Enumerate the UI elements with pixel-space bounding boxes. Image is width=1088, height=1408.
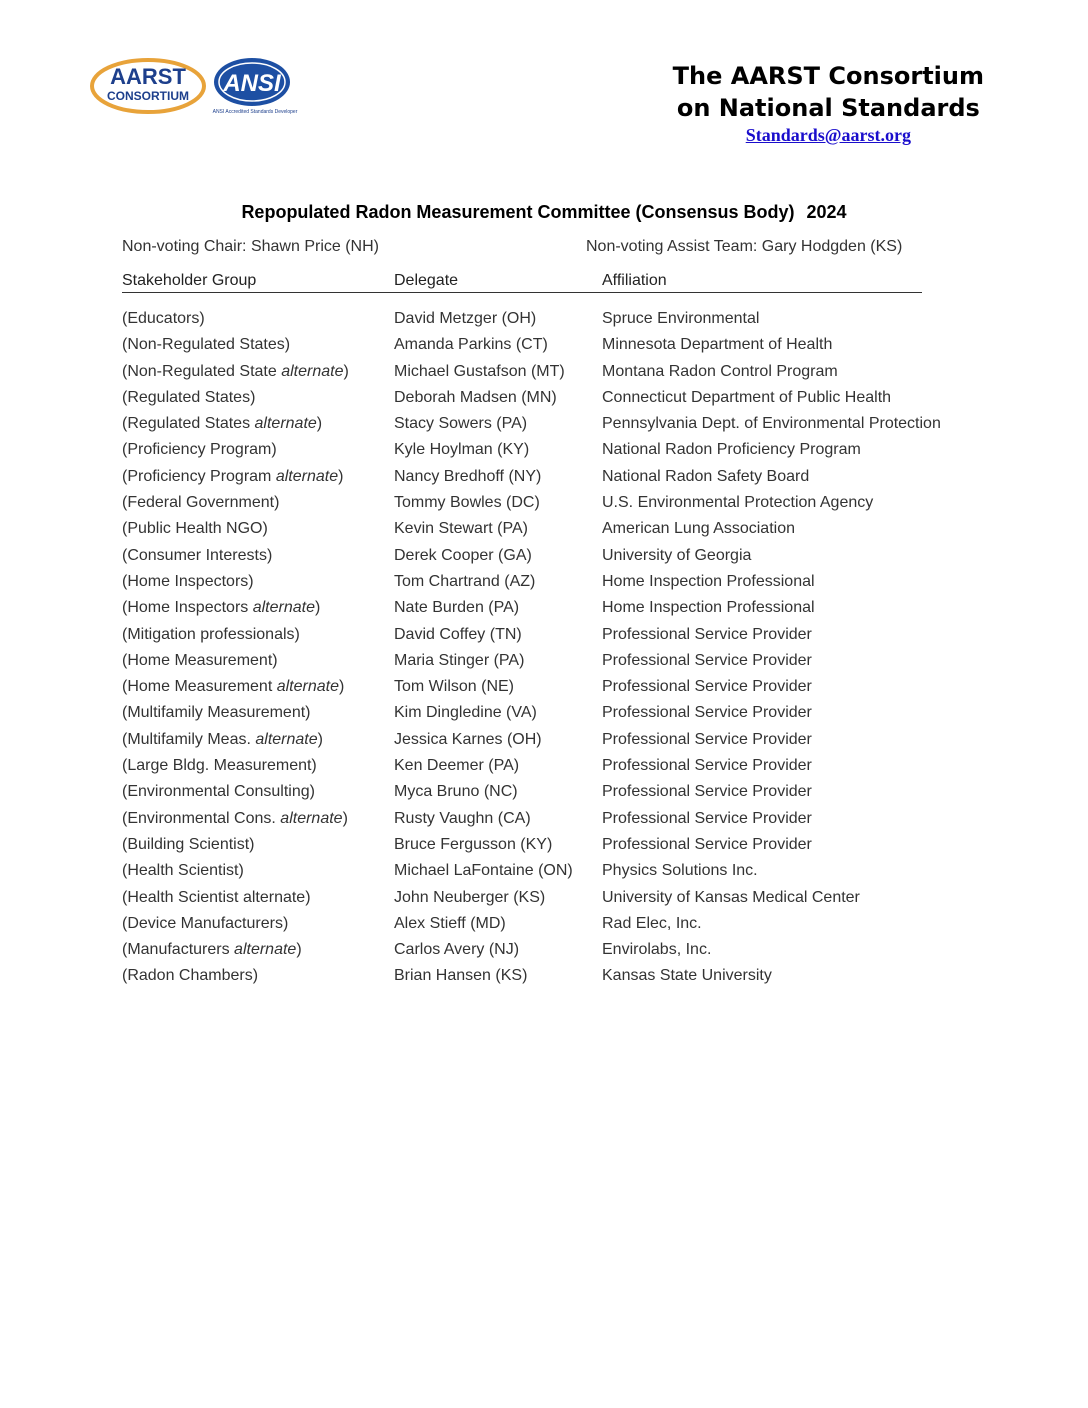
- delegate-cell: Nancy Bredhoff (NY): [394, 467, 542, 485]
- stakeholder-group-text: (Environmental Consulting): [122, 783, 315, 801]
- delegate-cell: Carlos Avery (NJ): [394, 941, 520, 959]
- delegate-cell: Stacy Sowers (PA): [394, 415, 528, 433]
- stakeholder-group-cell: [122, 385, 255, 411]
- table-row: [122, 753, 992, 779]
- alternate-label: alternate: [280, 809, 343, 827]
- delegate-cell: David Metzger (OH): [394, 310, 537, 327]
- stakeholder-group-cell: [122, 543, 272, 569]
- table-header: [122, 272, 922, 293]
- affiliation-cell: American Lung Association: [602, 520, 795, 538]
- stakeholder-group-text: (Non-Regulated State: [122, 362, 282, 380]
- stakeholder-group-cell: [122, 806, 348, 832]
- stakeholder-group-text: (Device Manufacturers): [122, 914, 289, 932]
- committee-table: [122, 272, 992, 990]
- affiliation-cell: Professional Service Provider: [602, 625, 812, 643]
- stakeholder-group-close: ): [316, 415, 323, 433]
- stakeholder-group-cell: [122, 306, 205, 332]
- stakeholder-group-text: (Regulated States): [122, 388, 256, 406]
- alternate-label: alternate: [254, 415, 317, 433]
- logo-ansi-caption: ANSI Accredited Standards Developer: [212, 109, 298, 115]
- stakeholder-group-close: ): [296, 941, 302, 959]
- stakeholder-group-text: (Proficiency Program: [122, 467, 276, 485]
- affiliation-cell: Home Inspection Professional: [602, 572, 815, 590]
- table-row: [122, 858, 992, 884]
- affiliation-cell: Kansas State University: [602, 967, 772, 985]
- delegate-cell: Bruce Fergusson (KY): [394, 835, 553, 853]
- alternate-label: alternate: [276, 678, 339, 696]
- delegate-cell: Michael LaFontaine (ON): [394, 862, 573, 880]
- stakeholder-group-text: (Environmental Cons.: [122, 809, 281, 827]
- stakeholder-group-close: ): [314, 599, 321, 617]
- affiliation-cell: Professional Service Provider: [602, 704, 812, 722]
- stakeholder-group-cell: [122, 648, 278, 674]
- table-row: [122, 779, 992, 805]
- committee-year: 2024: [806, 202, 847, 222]
- stakeholder-group-text: (Large Bldg. Measurement): [122, 757, 317, 775]
- affiliation-cell: Envirolabs, Inc.: [602, 941, 712, 959]
- stakeholder-group-text: (Manufacturers: [122, 941, 235, 959]
- table-row: [122, 490, 992, 516]
- header-stakeholder-group: Stakeholder Group: [122, 272, 257, 289]
- header-affiliation: Affiliation: [602, 272, 667, 289]
- table-row: [122, 727, 992, 753]
- table-row: [122, 464, 992, 490]
- affiliation-cell: Connecticut Department of Public Health: [602, 388, 892, 406]
- header-title-line1: The AARST Consortium: [672, 62, 984, 90]
- stakeholder-group-text: (Federal Government): [122, 494, 280, 512]
- delegate-cell: Tommy Bowles (DC): [394, 494, 540, 512]
- stakeholder-group-text: (Home Measurement): [122, 651, 278, 669]
- stakeholder-group-text: (Multifamily Meas.: [122, 730, 256, 748]
- table-row: [122, 648, 992, 674]
- table-row: [122, 569, 992, 595]
- stakeholder-group-close: ): [343, 362, 349, 380]
- stakeholder-group-cell: [122, 832, 255, 858]
- delegate-cell: Amanda Parkins (CT): [394, 336, 548, 354]
- table-body: [122, 306, 992, 990]
- delegate-cell: Kyle Hoylman (KY): [394, 441, 530, 459]
- stakeholder-group-cell: [122, 963, 258, 989]
- table-row: [122, 700, 992, 726]
- table-row: [122, 595, 992, 621]
- delegate-cell: Kim Dingledine (VA): [394, 704, 537, 722]
- stakeholder-group-cell: [122, 359, 349, 385]
- stakeholder-group-cell: [122, 464, 343, 490]
- stakeholder-group-cell: [122, 516, 268, 542]
- stakeholder-group-text: (Building Scientist): [122, 835, 255, 853]
- affiliation-cell: Physics Solutions Inc.: [602, 862, 758, 880]
- table-row: [122, 963, 992, 989]
- affiliation-cell: Minnesota Department of Health: [602, 336, 833, 354]
- delegate-cell: Michael Gustafson (MT): [394, 362, 565, 380]
- delegate-cell: Brian Hansen (KS): [394, 967, 528, 985]
- affiliation-cell: Professional Service Provider: [602, 783, 812, 801]
- stakeholder-group-cell: [122, 490, 279, 516]
- affiliation-cell: Rad Elec, Inc.: [602, 914, 702, 932]
- header-delegate: Delegate: [394, 272, 459, 289]
- affiliation-cell: Professional Service Provider: [602, 678, 812, 696]
- stakeholder-group-text: (Home Inspectors): [122, 572, 254, 590]
- delegate-cell: John Neuberger (KS): [394, 888, 546, 906]
- affiliation-cell: University of Georgia: [602, 546, 752, 564]
- table-row: [122, 885, 992, 911]
- stakeholder-group-cell: [122, 411, 322, 437]
- stakeholder-group-cell: [122, 727, 323, 753]
- affiliation-cell: Pennsylvania Dept. of Environmental Protection: [602, 415, 941, 433]
- delegate-cell: David Coffey (TN): [394, 625, 522, 643]
- aarst-ansi-logo: [90, 56, 300, 116]
- stakeholder-group-close: ): [317, 730, 323, 748]
- delegate-cell: Myca Bruno (NC): [394, 783, 518, 801]
- table-row: [122, 516, 992, 542]
- affiliation-cell: Home Inspection Professional: [602, 599, 815, 617]
- affiliation-cell: Professional Service Provider: [602, 651, 812, 669]
- stakeholder-group-text: (Health Scientist): [122, 862, 244, 880]
- table-row: [122, 385, 992, 411]
- logo-consortium-text: CONSORTIUM: [107, 89, 189, 103]
- affiliation-cell: Professional Service Provider: [602, 809, 812, 827]
- affiliation-cell: University of Kansas Medical Center: [602, 888, 860, 906]
- table-row: [122, 937, 992, 963]
- alternate-label: alternate: [275, 467, 339, 485]
- stakeholder-group-close: ): [338, 678, 345, 696]
- stakeholder-group-text: (Public Health NGO): [122, 520, 268, 538]
- committee-title: Repopulated Radon Measurement Committee (Consensus Body): [241, 202, 795, 222]
- email-link[interactable]: Standards@aarst.org: [745, 125, 911, 145]
- stakeholder-group-cell: [122, 753, 317, 779]
- stakeholder-group-text: (Consumer Interests): [122, 546, 273, 564]
- stakeholder-group-close: ): [338, 467, 344, 485]
- table-row: [122, 674, 992, 700]
- affiliation-cell: Montana Radon Control Program: [602, 362, 838, 380]
- affiliation-cell: Professional Service Provider: [602, 757, 812, 775]
- stakeholder-group-cell: [122, 437, 277, 463]
- table-row: [122, 543, 992, 569]
- affiliation-cell: U.S. Environmental Protection Agency: [602, 494, 874, 512]
- table-row: [122, 306, 992, 332]
- header-title-line2: on National Standards: [676, 94, 980, 122]
- table-row: [122, 832, 992, 858]
- stakeholder-group-cell: [122, 622, 300, 648]
- consortium-header: [673, 60, 984, 146]
- stakeholder-group-cell: [122, 700, 310, 726]
- delegate-cell: Deborah Madsen (MN): [394, 388, 557, 406]
- alternate-label: alternate: [252, 599, 315, 617]
- table-row: [122, 411, 992, 437]
- stakeholder-group-cell: [122, 674, 344, 700]
- delegate-cell: Ken Deemer (PA): [394, 757, 520, 775]
- logo-graphic: [90, 56, 300, 116]
- stakeholder-group-text: (Health Scientist alternate): [122, 888, 311, 906]
- logo-aarst-text: AARST: [110, 64, 186, 89]
- stakeholder-group-text: (Non-Regulated States): [122, 336, 291, 354]
- stakeholder-group-text: (Home Inspectors: [122, 599, 253, 617]
- document-title: [0, 202, 1088, 223]
- delegate-cell: Jessica Karnes (OH): [394, 730, 542, 748]
- stakeholder-group-text: (Regulated States: [122, 415, 255, 433]
- logo-ansi-text: ANSI: [223, 70, 281, 97]
- table-row: [122, 332, 992, 358]
- delegate-cell: Kevin Stewart (PA): [394, 520, 528, 538]
- stakeholder-group-text: (Proficiency Program): [122, 441, 277, 459]
- stakeholder-group-cell: [122, 911, 288, 937]
- stakeholder-group-cell: [122, 779, 315, 805]
- table-row: [122, 622, 992, 648]
- delegate-cell: Maria Stinger (PA): [394, 651, 525, 669]
- alternate-label: alternate: [255, 730, 318, 748]
- stakeholder-group-cell: [122, 885, 311, 911]
- stakeholder-group-cell: [122, 937, 302, 963]
- table-row: [122, 359, 992, 385]
- stakeholder-group-text: (Educators): [122, 310, 205, 327]
- delegate-cell: Tom Chartrand (AZ): [394, 572, 536, 590]
- delegate-cell: Tom Wilson (NE): [394, 678, 515, 696]
- table-row: [122, 437, 992, 463]
- table-row: [122, 911, 992, 937]
- stakeholder-group-cell: [122, 332, 290, 358]
- alternate-label: alternate: [281, 362, 344, 380]
- affiliation-cell: National Radon Safety Board: [602, 467, 810, 485]
- stakeholder-group-text: (Home Measurement: [122, 678, 277, 696]
- delegate-cell: Nate Burden (PA): [394, 599, 520, 617]
- table-row: [122, 806, 992, 832]
- delegate-cell: Derek Cooper (GA): [394, 546, 532, 564]
- non-voting-chair: Non-voting Chair: Shawn Price (NH): [122, 238, 379, 255]
- stakeholder-group-cell: [122, 569, 254, 595]
- affiliation-cell: Spruce Environmental: [602, 310, 760, 327]
- stakeholder-group-text: (Mitigation professionals): [122, 625, 300, 643]
- stakeholder-group-cell: [122, 858, 244, 884]
- stakeholder-group-text: (Radon Chambers): [122, 967, 259, 985]
- delegate-cell: Alex Stieff (MD): [394, 914, 506, 932]
- delegate-cell: Rusty Vaughn (CA): [394, 809, 531, 827]
- alternate-label: alternate: [234, 941, 297, 959]
- affiliation-cell: Professional Service Provider: [602, 835, 812, 853]
- non-voting-assist: Non-voting Assist Team: Gary Hodgden (KS): [586, 238, 903, 255]
- stakeholder-group-cell: [122, 595, 320, 621]
- affiliation-cell: Professional Service Provider: [602, 730, 812, 748]
- stakeholder-group-text: (Multifamily Measurement): [122, 704, 311, 722]
- stakeholder-group-close: ): [342, 809, 348, 827]
- affiliation-cell: National Radon Proficiency Program: [602, 441, 861, 459]
